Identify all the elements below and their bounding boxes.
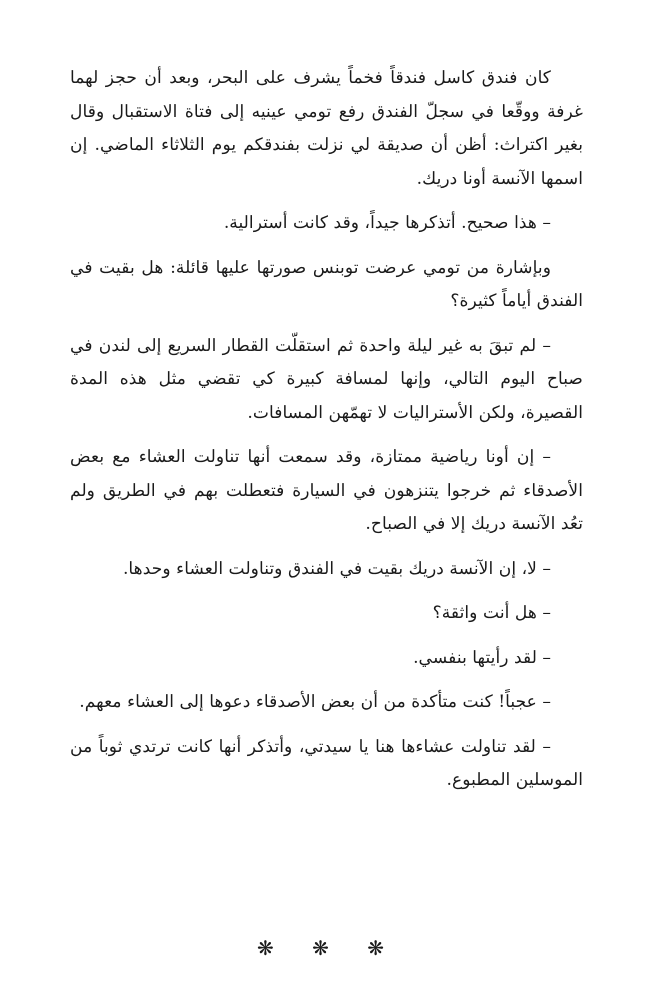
paragraph: – هل أنت واثقة؟ [432,603,551,623]
page-text [70,62,583,809]
paragraph: وبإشارة من تومي عرضت توبنس صورتها عليها قائلة: هل بقيت في الفندق أياماً كثيرة؟ [70,257,583,311]
asterism-icon: ❋ [367,936,394,960]
paragraph: – لقد تناولت عشاءها هنا يا سيدتي، وأتذكر أنها كانت ترتدي ثوباً من الموسلين المطبوع. [70,736,583,790]
asterism-icon: ❋ [312,936,339,960]
section-break-ornament [0,936,651,960]
paragraph: – عجباً! كنت متأكدة من أن بعض الأصدقاء دعوها إلى العشاء معهم. [79,692,551,712]
asterism-icon: ❋ [256,936,284,960]
paragraph: – لا، إن الآنسة دريك بقيت في الفندق وتناولت العشاء وحدها. [122,558,551,579]
paragraph: – هذا صحيح. أتذكرها جيداً، وقد كانت أسترالية. [223,213,551,233]
paragraph: – إن أونا رياضية ممتازة، وقد سمعت أنها تناولت العشاء مع بعض الأصدقاء ثم خرجوا يتنزهون في السيارة فتعطلت بهم في الطريق ولم تعُد الآنسة دريك إلا في الصباح. [70,447,583,534]
paragraph: كان فندق كاسل فندقاً فخماً يشرف على البحر، وبعد أن حجز لهما غرفة ووقّعا في سجلّ الفندق رفع تومي عينيه إلى فتاة الاستقبال وقال بغير اكتراث: أظن أن صديقة لي نزلت بفندقكم يوم الثلاثاء الماضي. إن اسمها الآنسة أونا دريك. [70,68,583,189]
paragraph: – لم تبقَ به غير ليلة واحدة ثم استقلّت القطار السريع إلى لندن في صباح اليوم التالي، وإنها لمسافة كبيرة كي تقضي مثل هذه المدة القصيرة، ولكن الأستراليات لا تهمّهن المسافات. [70,335,583,423]
paragraph: – لقد رأيتها بنفسي. [413,647,551,668]
